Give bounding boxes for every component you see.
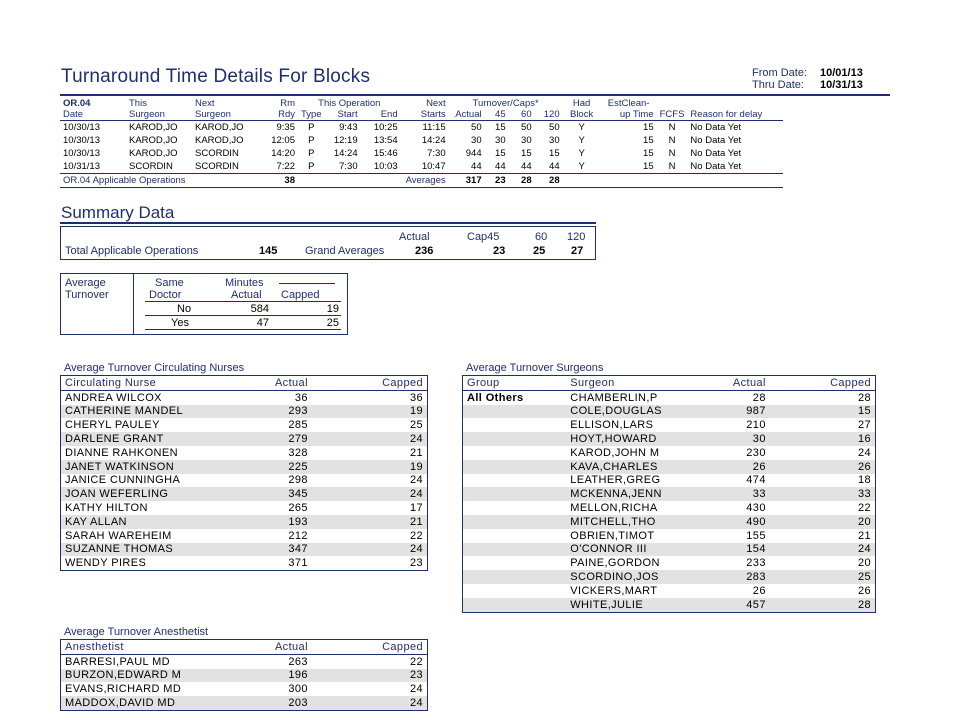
applicable-operations-label: OR.04 Applicable Operations bbox=[63, 175, 186, 186]
avg-60: 28 bbox=[521, 175, 532, 186]
detail-table bbox=[60, 98, 783, 188]
table-row: ELLISON,LARS 210 27 bbox=[570, 419, 871, 432]
thru-date-label: Thru Date: bbox=[752, 79, 804, 91]
same-doctor-no: No bbox=[177, 303, 192, 315]
table-row: KAROD,JOHN M 230 24 bbox=[570, 446, 871, 459]
thru-date: 10/31/13 bbox=[820, 79, 863, 91]
page-title: Turnaround Time Details For Blocks bbox=[61, 66, 371, 87]
avg-45: 23 bbox=[495, 175, 506, 186]
table-row: HOYT,HOWARD 30 16 bbox=[463, 432, 876, 446]
same-doctor-no-actual: 584 bbox=[250, 303, 269, 315]
table-row: WHITE,JULIE 457 28 bbox=[463, 598, 876, 612]
same-doctor-yes-capped: 25 bbox=[326, 317, 339, 329]
grand-avg-actual: 236 bbox=[415, 245, 434, 257]
table-row: DARLENE GRANT 279 24 bbox=[61, 432, 428, 446]
avg-turnover-label-1: Average bbox=[65, 277, 106, 289]
surgeons-header-row bbox=[463, 376, 876, 391]
header-or: OR.04 bbox=[63, 98, 91, 109]
header-had: Had bbox=[572, 98, 591, 109]
table-row: All Others CHAMBERLIN,P 28 28 bbox=[463, 390, 876, 404]
same-doctor-yes: Yes bbox=[171, 317, 189, 329]
table-row: ANDREA WILCOX 36 36 bbox=[65, 391, 423, 404]
table-row: JOAN WEFERLING 345 24 bbox=[61, 487, 428, 501]
applicable-operations-count: 38 bbox=[284, 175, 295, 186]
table-row: MELLON,RICHA 430 22 bbox=[570, 502, 871, 515]
detail-row: 10/30/13 KAROD,JO KAROD,JO 9:35 P 9:43 10:25 11:15 50 15 50 50 Y 15 N No Data Yet bbox=[63, 122, 742, 133]
grand-averages-label: Grand Averages bbox=[305, 245, 385, 257]
minutes-label: Minutes bbox=[225, 277, 264, 289]
grand-avg-60: 25 bbox=[533, 245, 546, 257]
col-date: Date bbox=[63, 109, 84, 120]
table-row: CHERYL PAULEY 285 25 bbox=[65, 419, 423, 432]
anesthetists-col-name: Anesthetist bbox=[61, 640, 259, 655]
detail-header-row-2 bbox=[60, 109, 783, 121]
nurses-table bbox=[60, 375, 428, 571]
nurses-col-capped: Capped bbox=[312, 376, 428, 391]
avg-actual: 317 bbox=[465, 175, 482, 186]
anesthetists-col-actual: Actual bbox=[258, 640, 312, 655]
col-actual: Actual bbox=[455, 109, 482, 120]
anesthetists-header-row bbox=[61, 640, 428, 655]
table-row: SCORDINO,JOS 283 25 bbox=[463, 570, 876, 584]
surgeons-col-group: Group bbox=[463, 376, 567, 391]
header-this: This bbox=[129, 98, 147, 109]
total-operations-label: Total Applicable Operations bbox=[65, 245, 199, 257]
doctor-label: Doctor bbox=[149, 289, 182, 301]
nurses-header-row bbox=[61, 376, 428, 391]
table-row: LEATHER,GREG 474 18 bbox=[570, 474, 871, 487]
detail-footer-row bbox=[60, 174, 783, 188]
table-row: COLE,DOUGLAS 987 15 bbox=[463, 405, 876, 419]
col-45: 45 bbox=[495, 109, 506, 120]
col-next-surgeon: Surgeon bbox=[195, 109, 231, 120]
table-row: O'CONNOR III 154 24 bbox=[463, 543, 876, 557]
table-row: MITCHELL,THO 490 20 bbox=[463, 515, 876, 529]
table-row: JANICE CUNNINGHA 298 24 bbox=[65, 474, 423, 487]
averages-label: Averages bbox=[405, 175, 446, 186]
col-60: 60 bbox=[521, 109, 532, 120]
col-120: 120 bbox=[543, 109, 560, 120]
table-row: DIANNE RAHKONEN 328 21 bbox=[65, 446, 423, 459]
header-rm: Rm bbox=[280, 98, 295, 109]
same-doctor-yes-actual: 47 bbox=[256, 317, 269, 329]
avg-turnover-label-2: Turnover bbox=[65, 289, 109, 301]
table-row: BURZON,EDWARD M 196 23 bbox=[61, 669, 428, 683]
col-end: End bbox=[380, 109, 398, 120]
grand-avg-120: 27 bbox=[571, 245, 584, 257]
table-row: KAY ALLAN 193 21 bbox=[61, 515, 428, 529]
header-turnover-caps: Turnover/Caps* bbox=[472, 98, 539, 109]
capped-label: Capped bbox=[281, 289, 320, 301]
header-this-operation: This Operation bbox=[318, 98, 381, 109]
table-row: BARRESI,PAUL MD 263 22 bbox=[65, 655, 423, 668]
actual-label: Actual bbox=[231, 289, 262, 301]
detail-row: 10/30/13 KAROD,JO KAROD,JO 12:05 P 12:19 13:54 14:24 30 30 30 30 Y 15 N No Data Yet bbox=[63, 135, 742, 146]
table-row: WENDY PIRES 371 23 bbox=[65, 557, 423, 570]
nurses-title: Average Turnover Circulating Nurses bbox=[64, 362, 245, 374]
table-row: CATHERINE MANDEL 293 19 bbox=[61, 405, 428, 419]
col-this-surgeon: Surgeon bbox=[129, 109, 165, 120]
surgeons-col-actual: Actual bbox=[680, 376, 770, 391]
detail-row: 10/31/13 SCORDIN SCORDIN 7:22 P 7:30 10:03 10:47 44 44 44 44 Y 15 N No Data Yet bbox=[60, 160, 783, 174]
col-block: Block bbox=[569, 109, 594, 120]
summary-title: Summary Data bbox=[61, 203, 175, 222]
surgeons-col-capped: Capped bbox=[770, 376, 876, 391]
summary-header-120: 120 bbox=[567, 231, 586, 243]
summary-header-cap45: Cap45 bbox=[467, 231, 500, 243]
detail-row: 10/30/13 KAROD,JO SCORDIN 14:20 P 14:24 15:46 7:30 944 15 15 15 Y 15 N No Data Yet bbox=[63, 148, 742, 159]
avg-120: 28 bbox=[549, 175, 560, 186]
total-operations-value: 145 bbox=[259, 245, 278, 257]
detail-header-row-1 bbox=[60, 98, 783, 109]
surgeons-group-all-others: All Others bbox=[467, 391, 524, 404]
nurses-col-actual: Actual bbox=[258, 376, 312, 391]
col-type: Type bbox=[301, 109, 322, 120]
anesthetists-title: Average Turnover Anesthetist bbox=[64, 626, 209, 638]
from-date: 10/01/13 bbox=[820, 67, 863, 79]
from-date-label: From Date: bbox=[752, 67, 808, 79]
table-row: OBRIEN,TIMOT 155 21 bbox=[570, 529, 871, 542]
col-start: Start bbox=[337, 109, 358, 120]
anesthetists-table bbox=[60, 639, 428, 711]
summary-header-60: 60 bbox=[535, 231, 548, 243]
table-row: MADDOX,DAVID MD 203 24 bbox=[61, 696, 428, 710]
table-row: SUZANNE THOMAS 347 24 bbox=[61, 543, 428, 557]
table-row: JANET WATKINSON 225 19 bbox=[61, 460, 428, 474]
nurses-col-name: Circulating Nurse bbox=[61, 376, 259, 391]
col-reason: Reason for delay bbox=[690, 109, 763, 120]
header-estclean: EstClean- bbox=[607, 98, 650, 109]
same-doctor-box bbox=[60, 273, 348, 335]
same-doctor-no-capped: 19 bbox=[326, 303, 339, 315]
header-next-starts: Next bbox=[426, 98, 446, 109]
title-divider bbox=[60, 94, 890, 96]
table-row: PAINE,GORDON 233 20 bbox=[570, 557, 871, 570]
surgeons-col-surgeon: Surgeon bbox=[566, 376, 680, 391]
surgeons-title: Average Turnover Surgeons bbox=[466, 362, 604, 374]
col-cleanup-time: up Time bbox=[619, 109, 654, 120]
table-row: KATHY HILTON 265 17 bbox=[65, 502, 423, 515]
col-starts: Starts bbox=[420, 109, 446, 120]
grand-avg-cap45: 23 bbox=[493, 245, 506, 257]
surgeons-table bbox=[462, 375, 876, 613]
summary-divider bbox=[60, 222, 596, 224]
table-row: MCKENNA,JENN 33 33 bbox=[463, 487, 876, 501]
col-rdy: Rdy bbox=[278, 109, 295, 120]
anesthetists-col-capped: Capped bbox=[312, 640, 428, 655]
table-row: VICKERS,MART 26 26 bbox=[570, 584, 871, 597]
table-row: EVANS,RICHARD MD 300 24 bbox=[65, 683, 423, 696]
summary-box bbox=[60, 226, 596, 260]
table-row: SARAH WAREHEIM 212 22 bbox=[65, 529, 423, 542]
table-row: KAVA,CHARLES 26 26 bbox=[463, 460, 876, 474]
header-next: Next bbox=[195, 98, 215, 109]
summary-header-actual: Actual bbox=[399, 231, 430, 243]
date-range bbox=[752, 67, 863, 91]
col-fcfs: FCFS bbox=[659, 109, 685, 120]
same-label: Same bbox=[155, 277, 184, 289]
